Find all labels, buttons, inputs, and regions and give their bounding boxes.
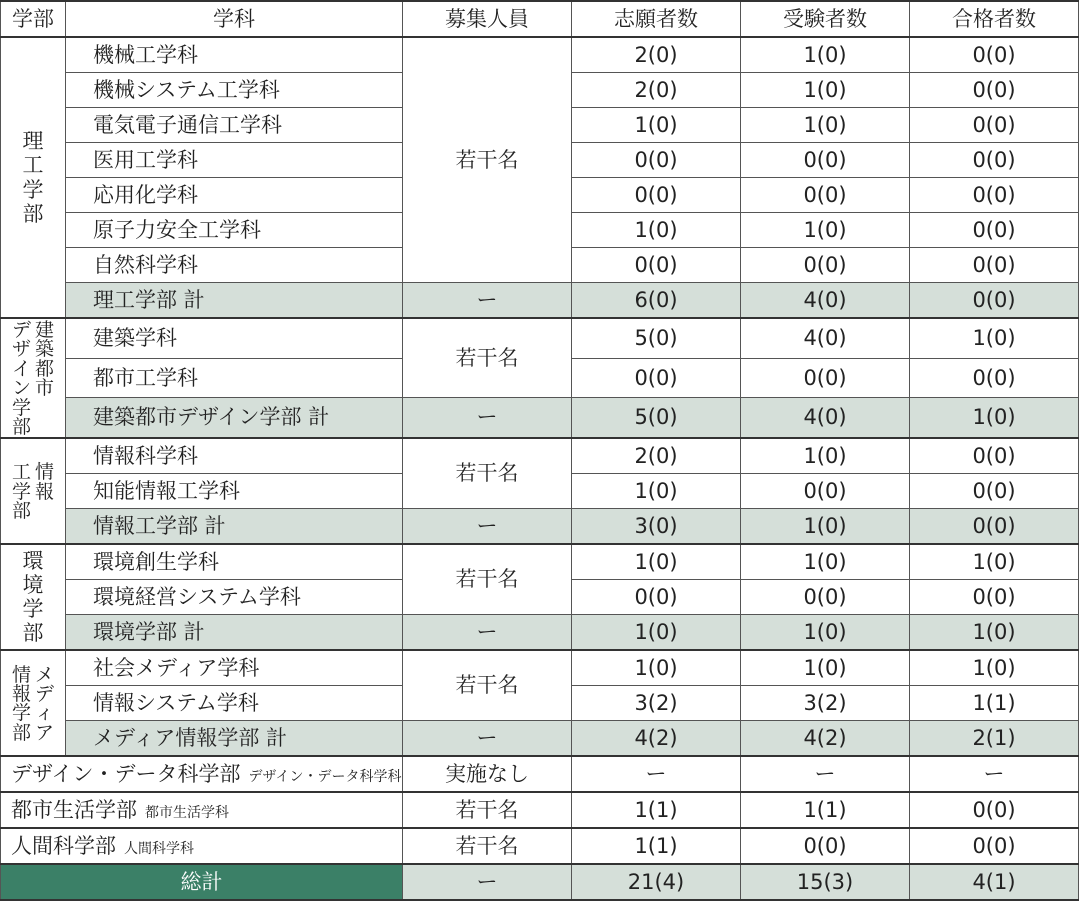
applicants-cell: 1(0) [572,544,741,580]
subtotal-applicants: 5(0) [572,398,741,438]
subtotal-quota: ー [403,509,572,545]
subtotal-applicants: 3(0) [572,509,741,545]
subtotal-label: 建築都市デザイン学部 計 [66,398,403,438]
single-faculty-cell [1,756,403,792]
quota-cell: 若干名 [403,544,572,615]
applicants-cell: 1(0) [572,213,741,248]
header-row [1,1,1079,37]
table-body [1,37,1079,900]
department-name: 環境創生学科 [66,544,403,580]
subtotal-passed: 2(1) [910,721,1079,757]
applicants-cell: 5(0) [572,318,741,358]
quota-cell: 若干名 [403,650,572,721]
department-name: 電気電子通信工学科 [66,108,403,143]
header-examinees: 受験者数 [741,1,910,37]
faculty-name: デザイン・データ科学部 [11,761,241,786]
examinees-cell: 0(0) [741,828,910,864]
department-name: 機械システム工学科 [66,73,403,108]
grand-total-passed: 4(1) [910,864,1079,900]
header-quota: 募集人員 [403,1,572,37]
header-faculty: 学部 [1,1,66,37]
subtotal-quota: ー [403,615,572,651]
applicants-cell: 2(0) [572,438,741,474]
subtotal-row [1,509,1079,545]
applicants-cell: 1(0) [572,650,741,686]
department-name: 原子力安全工学科 [66,213,403,248]
quota-cell: 若干名 [403,828,572,864]
examinees-cell: 1(0) [741,73,910,108]
faculty-name: 都市生活学部 [11,797,137,822]
subtotal-quota: ー [403,283,572,319]
faculty-name: 環境学部 [22,548,44,646]
department-name: 情報システム学科 [66,686,403,721]
applicants-cell: 2(0) [572,73,741,108]
examinees-cell: 0(0) [741,580,910,615]
applicants-cell: 0(0) [572,580,741,615]
header-applicants: 志願者数 [572,1,741,37]
table-row [1,438,1079,474]
passed-cell: 1(0) [910,544,1079,580]
grand-total-row [1,864,1079,900]
faculty-name-cell [1,544,66,650]
examinees-cell: 3(2) [741,686,910,721]
department-name: 都市工学科 [66,358,403,398]
subtotal-passed: 0(0) [910,283,1079,319]
passed-cell: 0(0) [910,73,1079,108]
subtotal-examinees: 1(0) [741,615,910,651]
subtotal-label: 情報工学部 計 [66,509,403,545]
passed-cell: 0(0) [910,213,1079,248]
quota-cell: 若干名 [403,37,572,283]
department-name: 応用化学科 [66,178,403,213]
single-faculty-cell [1,828,403,864]
subtotal-label: メディア情報学部 計 [66,721,403,757]
subtotal-applicants: 1(0) [572,615,741,651]
department-name: 建築学科 [66,318,403,358]
applicants-cell: 0(0) [572,248,741,283]
quota-cell: 若干名 [403,318,572,398]
subtotal-label: 環境学部 計 [66,615,403,651]
faculty-name-vertical [12,321,54,437]
subtotal-examinees: 1(0) [741,509,910,545]
department-name: 機械工学科 [66,37,403,73]
quota-cell: 若干名 [403,438,572,509]
applicants-cell: ー [572,756,741,792]
passed-cell: 0(0) [910,108,1079,143]
applicants-cell: 1(0) [572,474,741,509]
single-faculty-row [1,756,1079,792]
subtotal-passed: 0(0) [910,509,1079,545]
department-name: 知能情報工学科 [66,474,403,509]
faculty-name-cell [1,438,66,544]
examinees-cell: 1(0) [741,650,910,686]
faculty-name-column: 工学部 [12,461,32,522]
faculty-name-cell [1,37,66,318]
examinees-cell: 1(1) [741,792,910,828]
table-row [1,318,1079,358]
faculty-name-column: メディア [35,663,55,744]
subtotal-quota: ー [403,398,572,438]
table-row [1,544,1079,580]
examinees-cell: 0(0) [741,358,910,398]
subtotal-row [1,398,1079,438]
quota-cell: 若干名 [403,792,572,828]
subtotal-passed: 1(0) [910,615,1079,651]
department-name: 医用工学科 [66,143,403,178]
subtotal-applicants: 6(0) [572,283,741,319]
grand-total-label: 総計 [1,864,403,900]
subtotal-applicants: 4(2) [572,721,741,757]
department-name: 人間科学科 [124,840,194,857]
faculty-name-column: 情報 [35,461,55,503]
applicants-cell: 0(0) [572,143,741,178]
subtotal-examinees: 4(2) [741,721,910,757]
applicants-cell: 2(0) [572,37,741,73]
department-name: 環境経営システム学科 [66,580,403,615]
applicants-cell: 1(1) [572,792,741,828]
subtotal-passed: 1(0) [910,398,1079,438]
department-name: 情報科学科 [66,438,403,474]
applicants-cell: 0(0) [572,358,741,398]
faculty-name-vertical [12,463,54,521]
examinees-cell: 1(0) [741,213,910,248]
faculty-name-column: 情報学部 [12,663,32,744]
header-department: 学科 [66,1,403,37]
examinees-cell: 0(0) [741,178,910,213]
subtotal-examinees: 4(0) [741,283,910,319]
applicants-cell: 3(2) [572,686,741,721]
single-faculty-cell [1,792,403,828]
grand-total-quota: ー [403,864,572,900]
subtotal-label: 理工学部 計 [66,283,403,319]
passed-cell: 0(0) [910,474,1079,509]
grand-total-examinees: 15(3) [741,864,910,900]
examinees-cell: 1(0) [741,544,910,580]
department-name: 都市生活学科 [145,804,229,821]
faculty-name-vertical [12,663,55,744]
examinees-cell: 0(0) [741,474,910,509]
examinees-cell: ー [741,756,910,792]
single-faculty-row [1,792,1079,828]
passed-cell: 0(0) [910,37,1079,73]
table-row [1,650,1079,686]
passed-cell: 0(0) [910,248,1079,283]
passed-cell: ー [910,756,1079,792]
passed-cell: 0(0) [910,438,1079,474]
applicants-cell: 1(1) [572,828,741,864]
faculty-name: 理工学部 [22,129,44,226]
examinees-cell: 1(0) [741,37,910,73]
passed-cell: 0(0) [910,358,1079,398]
quota-cell: 実施なし [403,756,572,792]
passed-cell: 0(0) [910,143,1079,178]
faculty-name-cell [1,318,66,438]
passed-cell: 1(0) [910,318,1079,358]
department-name: 社会メディア学科 [66,650,403,686]
passed-cell: 1(1) [910,686,1079,721]
subtotal-row [1,721,1079,757]
department-name: 自然科学科 [66,248,403,283]
examinees-cell: 0(0) [741,248,910,283]
subtotal-examinees: 4(0) [741,398,910,438]
passed-cell: 0(0) [910,178,1079,213]
faculty-name-column: 建築都市 [35,319,55,400]
passed-cell: 1(0) [910,650,1079,686]
examinees-cell: 1(0) [741,108,910,143]
passed-cell: 0(0) [910,792,1079,828]
single-faculty-row [1,828,1079,864]
examinees-cell: 0(0) [741,143,910,178]
header-passed: 合格者数 [910,1,1079,37]
grand-total-applicants: 21(4) [572,864,741,900]
faculty-name-cell [1,650,66,756]
applicants-cell: 0(0) [572,178,741,213]
table-row [1,37,1079,73]
subtotal-quota: ー [403,721,572,757]
subtotal-row [1,615,1079,651]
examinees-cell: 1(0) [741,438,910,474]
faculty-name: 人間科学部 [11,833,116,858]
examinees-cell: 4(0) [741,318,910,358]
department-name: デザイン・データ科学科 [248,768,402,785]
faculty-name-column: デザイン学部 [12,319,32,438]
applicants-cell: 1(0) [572,108,741,143]
passed-cell: 0(0) [910,828,1079,864]
subtotal-row [1,283,1079,319]
passed-cell: 0(0) [910,580,1079,615]
